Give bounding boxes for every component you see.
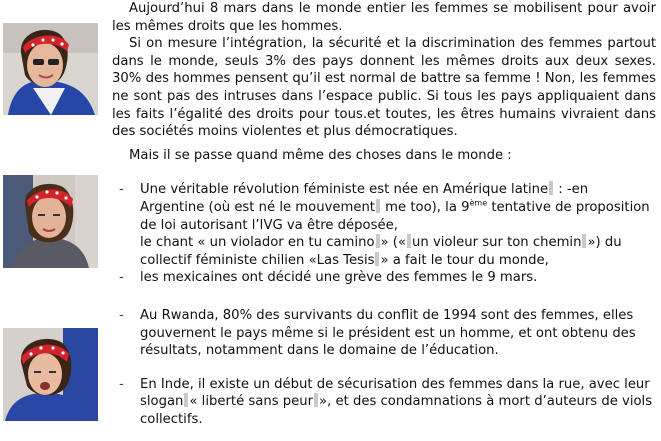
list-item-mexico: - les mexicaines ont décidé une grève des femmes le 9 mars. <box>119 270 538 286</box>
photo-woman-red-bandana-1 <box>3 23 98 115</box>
cursor-mark <box>376 199 380 213</box>
list-bullet: - <box>119 270 124 286</box>
cursor-mark <box>376 234 380 248</box>
list-item-chile: le chant « un violador en tu camino » (« un violeur sur ton chemin ») du collectif féministe chilien «Las Tesis » a fait le tour du monde, <box>140 235 622 268</box>
india-list <box>112 376 656 429</box>
list-item-argentina: - Une véritable révolution féministe est née en Amérique latine : -en Argentine (où est né le mouvement me too), la 9ème tentative de proposition de loi autorisant l’IVG va être déposée, <box>119 182 650 233</box>
list-item-india: - En Inde, il existe un début de sécurisation des femmes dans la rue, avec leur slogan « liberté sans peur », et des condamnations à mort d’auteurs de viols collectifs. <box>119 376 653 427</box>
list-item-rwanda: - Au Rwanda, 80% des survivants du conflit de 1994 sont des femmes, elles gouvernent le pays même si le président est un homme, et ont obtenu des résultats, notamment dans le domaine de l’éducation. <box>119 307 636 359</box>
cursor-mark <box>582 234 586 248</box>
photo-woman-red-bandana-3 <box>3 328 98 421</box>
cursor-mark <box>184 393 188 407</box>
cursor-mark <box>549 181 553 195</box>
list-bullet: - <box>119 376 124 392</box>
cursor-mark <box>375 252 379 266</box>
cursor-mark <box>407 234 411 248</box>
cursor-mark <box>314 393 318 407</box>
paragraph-intro: Aujourd’hui 8 mars dans le monde entier les femmes se mobilisent pour avoir les mêmes droits que les hommes. <box>112 1 656 34</box>
list-bullet: - <box>119 182 124 198</box>
list-bullet: - <box>119 307 124 323</box>
paragraph-lead-in: Mais il se passe quand même des choses dans le monde : <box>129 147 512 163</box>
article-body <box>112 0 656 428</box>
photo-woman-red-bandana-2 <box>3 175 98 268</box>
latin-america-list <box>112 181 656 287</box>
rwanda-list <box>112 307 656 360</box>
paragraph-statistics: Si on mesure l’intégration, la sécurité et la discrimination des femmes partout dans le monde, seuls 3% des pays donnent les mêmes droits aux deux sexes. 30% des hommes pensent qu’il est normal de battre sa femme ! Non, les femmes ne sont pas des intruses dans l’espace public. Si tous les pays appliquaient dans les faits l’égalité des droits pour tous.et toutes, les êtres humains vivraient dans des sociétés moins violentes et plus démocratiques. <box>112 36 656 140</box>
